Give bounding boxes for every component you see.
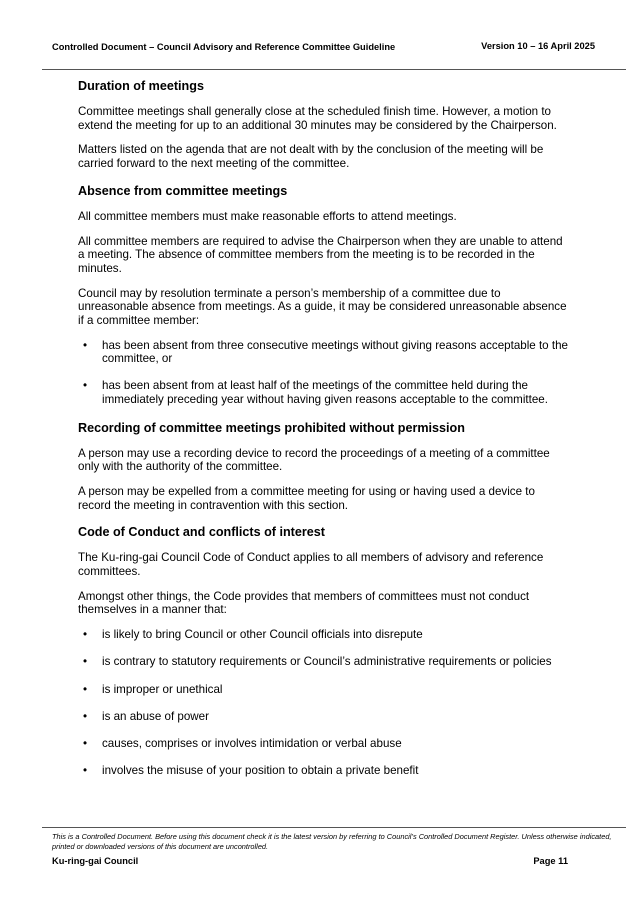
section-code-of-conduct <box>78 524 568 778</box>
document-body <box>78 76 568 791</box>
section-absence-from-meetings <box>78 183 568 407</box>
list-item: • is an abuse of power <box>78 710 568 724</box>
section-heading: Absence from committee meetings <box>78 183 288 198</box>
list-item: • involves the misuse of your position to obtain a private benefit <box>78 764 568 778</box>
paragraph: The Ku-ring-gai Council Code of Conduct applies to all members of advisory and reference committees. <box>78 551 544 579</box>
bullet-list <box>78 628 568 778</box>
section-heading: Duration of meetings <box>78 79 204 93</box>
header-divider <box>42 69 626 70</box>
section-recording-prohibited <box>78 420 568 513</box>
document-title: Controlled Document – Council Advisory and Reference Committee Guideline <box>52 42 396 52</box>
paragraph: All committee members must make reasonable efforts to attend meetings. <box>78 209 457 223</box>
section-heading: Recording of committee meetings prohibited without permission <box>78 420 465 435</box>
page-number: Page 11 <box>533 856 568 866</box>
list-item: • causes, comprises or involves intimidation or verbal abuse <box>78 737 568 751</box>
paragraph: Council may by resolution terminate a person’s membership of a committee due to unreasonable absence from meetings. As a guide, it may be considered unreasonable absence if a committee member: <box>78 286 567 328</box>
list-item: • has been absent from at least half of the meetings of the committee held during the immediately preceding year without having given reasons acceptable to the committee. <box>78 379 568 406</box>
list-item: • is contrary to statutory requirements or Council’s administrative requirements or policies <box>78 655 568 669</box>
bullet-list <box>78 339 568 407</box>
list-item: • is improper or unethical <box>78 683 568 697</box>
paragraph: All committee members are required to advise the Chairperson when they are unable to attend a meeting. The absence of committee members from the meeting is to be recorded in the minutes. <box>78 234 563 275</box>
paragraph: Committee meetings shall generally close at the scheduled finish time. However, a motion to extend the meeting for up to an additional 30 minutes may be considered by the Chairperson. <box>78 105 557 132</box>
paragraph: Matters listed on the agenda that are not dealt with by the conclusion of the meeting will be carried forward to the next meeting of the committee. <box>78 143 544 171</box>
organisation-name: Ku-ring-gai Council <box>52 856 139 866</box>
page-header <box>0 0 637 70</box>
document-version: Version 10 – 16 April 2025 <box>481 41 595 51</box>
list-item: • is likely to bring Council or other Council officials into disrepute <box>78 628 568 642</box>
footer-divider <box>42 827 626 828</box>
paragraph: Amongst other things, the Code provides that members of committees must not conduct themselves in a manner that: <box>78 589 530 617</box>
section-heading: Code of Conduct and conflicts of interest <box>78 525 325 540</box>
paragraph: A person may use a recording device to record the proceedings of a meeting of a committee only with the authority of the committee. <box>78 446 550 474</box>
controlled-document-note: This is a Controlled Document. Before using this document check it is the latest version by referring to Council’s Controlled Document Register. Unless otherwise indicated, printed or downloaded versions of this document are uncontrolled. <box>52 832 612 851</box>
section-duration-of-meetings <box>78 78 568 171</box>
paragraph: A person may be expelled from a committee meeting for using or having used a device to record the meeting in contravention with this section. <box>78 484 535 512</box>
list-item: • has been absent from three consecutive meetings without giving reasons acceptable to the committee, or <box>78 339 568 366</box>
